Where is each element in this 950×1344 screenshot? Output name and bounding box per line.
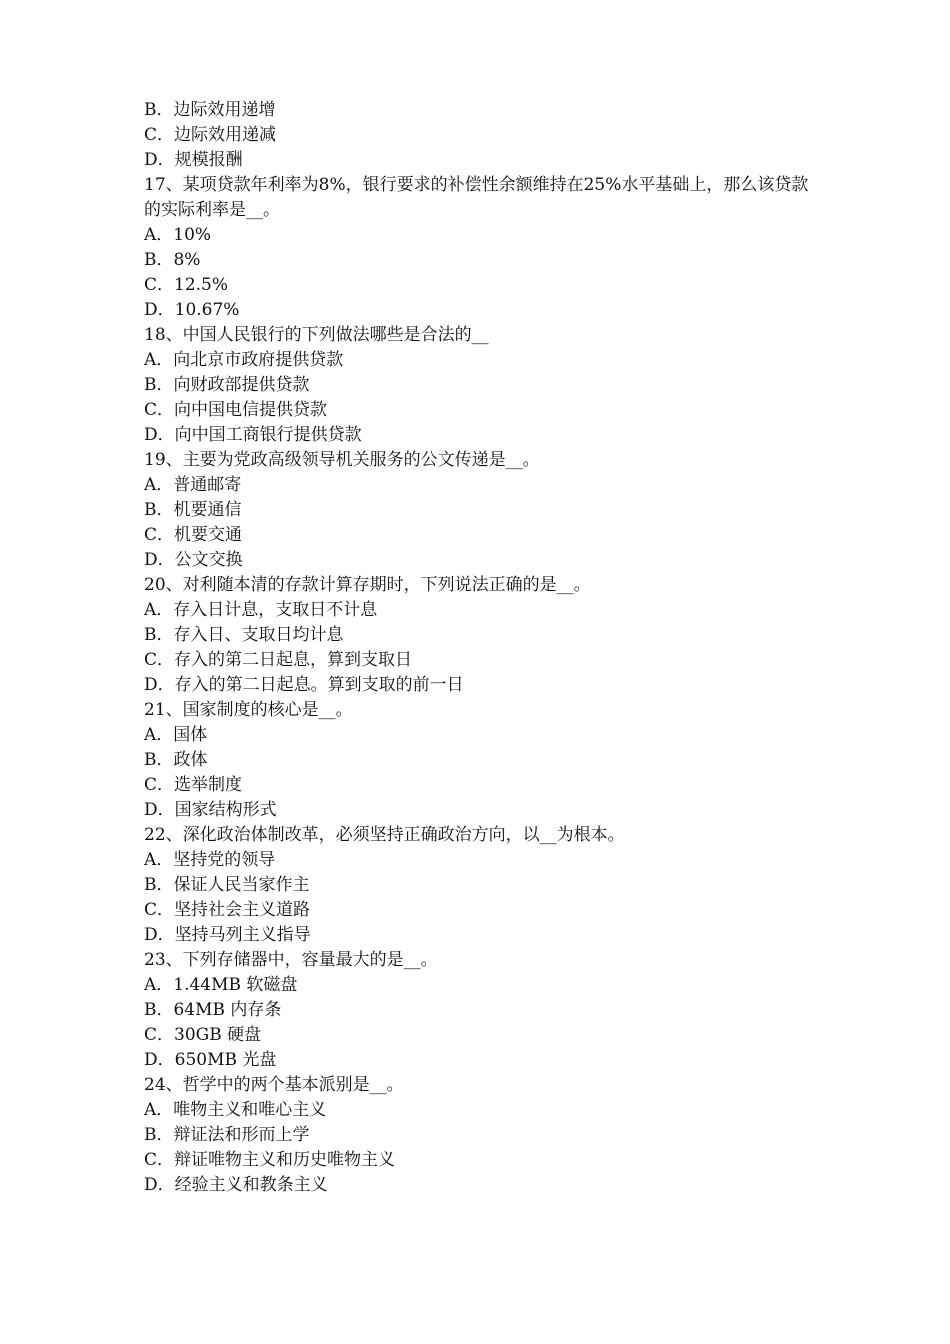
option-b: B．政体 — [144, 750, 208, 770]
option-c: C．机要交通 — [144, 525, 243, 545]
question-23: 23、下列存储器中，容量最大的是__。 — [144, 950, 438, 970]
option-a: A．国体 — [144, 725, 208, 745]
question-22: 22、深化政治体制改革，必须坚持正确政治方向，以__为根本。 — [144, 825, 625, 845]
option-a: A．唯物主义和唯心主义 — [144, 1100, 327, 1120]
option-d: D．向中国工商银行提供贷款 — [144, 425, 362, 445]
option-b: B．边际效用递增 — [144, 100, 276, 120]
option-a: A．向北京市政府提供贷款 — [144, 350, 344, 370]
document-body — [144, 98, 814, 1198]
option-b: B．机要通信 — [144, 500, 242, 520]
question-21: 21、国家制度的核心是__。 — [144, 700, 353, 720]
option-a: A．普通邮寄 — [144, 475, 242, 495]
option-d: D．10.67% — [144, 300, 240, 320]
option-c: C．边际效用递减 — [144, 125, 277, 145]
option-a: A．坚持党的领导 — [144, 850, 276, 870]
option-c: C．存入的第二日起息，算到支取日 — [144, 650, 413, 670]
option-c: C．12.5% — [144, 275, 229, 295]
option-b: B．向财政部提供贷款 — [144, 375, 310, 395]
option-b: B．保证人民当家作主 — [144, 875, 310, 895]
question-20: 20、对利随本清的存款计算存期时，下列说法正确的是__。 — [144, 575, 591, 595]
option-b: B．辩证法和形而上学 — [144, 1125, 310, 1145]
option-d: D．国家结构形式 — [144, 800, 277, 820]
option-c: C．30GB 硬盘 — [144, 1025, 262, 1045]
option-b: B．8% — [144, 250, 201, 270]
option-d: D．存入的第二日起息。算到支取的前一日 — [144, 675, 464, 695]
option-c: C．向中国电信提供贷款 — [144, 400, 328, 420]
question-24: 24、哲学中的两个基本派别是__。 — [144, 1075, 404, 1095]
question-17: 17、某项贷款年利率为8%，银行要求的补偿性余额维持在25%水平基础上，那么该贷款的实际利率是__。 — [144, 175, 809, 220]
option-c: C．选举制度 — [144, 775, 243, 795]
option-a: A．存入日计息，支取日不计息 — [144, 600, 378, 620]
question-19: 19、主要为党政高级领导机关服务的公文传递是__。 — [144, 450, 540, 470]
option-d: D．坚持马列主义指导 — [144, 925, 311, 945]
option-c: C．辩证唯物主义和历史唯物主义 — [144, 1150, 396, 1170]
question-18: 18、中国人民银行的下列做法哪些是合法的__ — [144, 325, 489, 345]
option-d: D．公文交换 — [144, 550, 243, 570]
option-a: A．1.44MB 软磁盘 — [144, 975, 298, 995]
option-b: B．64MB 内存条 — [144, 1000, 282, 1020]
option-a: A．10% — [144, 225, 212, 245]
option-b: B．存入日、支取日均计息 — [144, 625, 344, 645]
option-c: C．坚持社会主义道路 — [144, 900, 311, 920]
option-d: D．650MB 光盘 — [144, 1050, 277, 1070]
option-d: D．经验主义和教条主义 — [144, 1175, 328, 1195]
option-d: D．规模报酬 — [144, 150, 243, 170]
